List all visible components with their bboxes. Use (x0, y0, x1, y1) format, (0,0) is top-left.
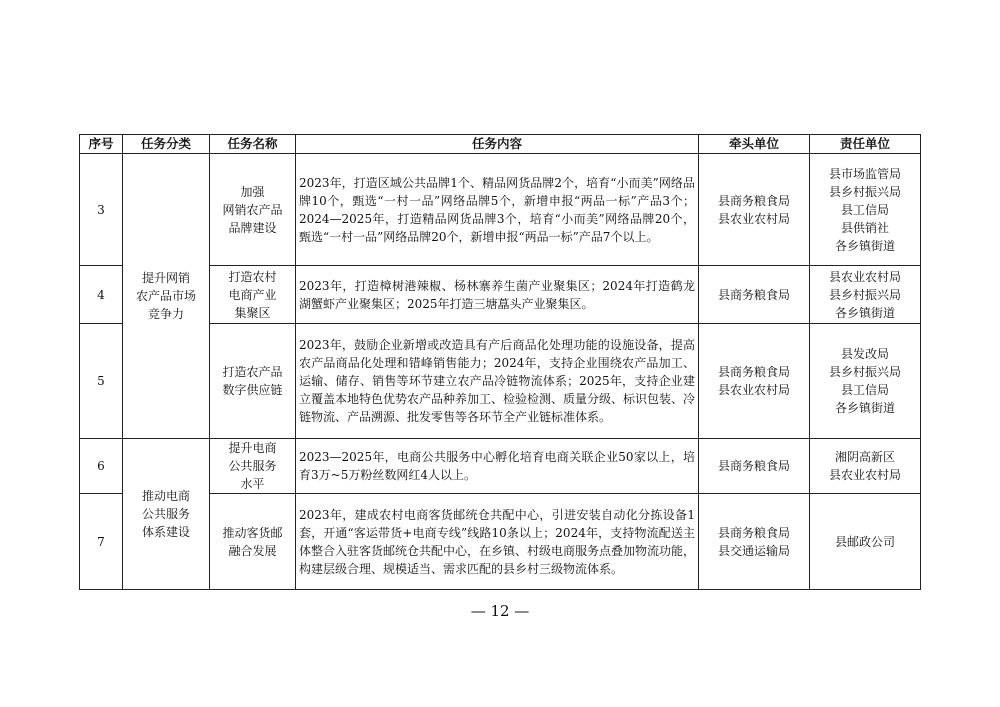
row-number: 5 (80, 324, 123, 439)
header-task-name: 任务名称 (210, 135, 296, 154)
task-content: 2023年，鼓励企业新增或改造具有产后商品化处理功能的设施设备，提高农产品商品化处理和错峰销售能力；2024年，支持企业围绕农产品加工、运输、储存、销售等环节建立农产品冷链物流体系；2025年，支持企业建立覆盖本地特色优势农产品种养加工、检验检测、质量分级、标识包装、冷链物流、产品溯源、批发零售等各环节全产业链标准体系。 (296, 324, 699, 439)
task-name: 加强 网销农产品 品牌建设 (210, 154, 296, 266)
task-content: 2023年，打造区域公共品牌1个、精品网货品牌2个，培育“小而美”网络品牌10个，甄选“一村一品”网络品牌5个，新增申报“两品一标”产品3个；2024—2025年，打造精品网货品牌3个，培育“小而美”网络品牌20个，甄选“一村一品”网络品牌20个，新增申报“两品一标”产品7个以上。 (296, 154, 699, 266)
lead-unit: 县商务粮食局 县交通运输局 (699, 494, 810, 590)
responsible-unit: 县农业农村局 县乡村振兴局 各乡镇街道 (810, 266, 921, 324)
header-lead-unit: 牵头单位 (699, 135, 810, 154)
task-name: 推动客货邮 融合发展 (210, 494, 296, 590)
task-content: 2023年，建成农村电商客货邮统仓共配中心，引进安装自动化分拣设备1套，开通“客运带货+电商专线”线路10条以上；2024年，支持物流配送主体整合入驻客货邮统仓共配中心，在乡镇、村级电商服务点叠加物流功能，构建层级合理、规模适当、需求匹配的县乡村三级物流体系。 (296, 494, 699, 590)
header-task-content: 任务内容 (296, 135, 699, 154)
category-cell: 推动电商 公共服务 体系建设 (123, 439, 210, 590)
task-content: 2023—2025年，电商公共服务中心孵化培育电商关联企业50家以上，培育3万~5万粉丝数网红4人以上。 (296, 439, 699, 494)
row-number: 4 (80, 266, 123, 324)
header-category: 任务分类 (123, 135, 210, 154)
lead-unit: 县商务粮食局 县农业农村局 (699, 324, 810, 439)
responsible-unit: 县市场监管局 县乡村振兴局 县工信局 县供销社 各乡镇街道 (810, 154, 921, 266)
table-row (80, 154, 921, 266)
task-content: 2023年，打造樟树港辣椒、杨林寨养生菌产业聚集区；2024年打造鹤龙湖蟹虾产业聚集区；2025年打造三塘藠头产业聚集区。 (296, 266, 699, 324)
table-row (80, 439, 921, 494)
task-name: 提升电商 公共服务 水平 (210, 439, 296, 494)
task-table (79, 134, 921, 590)
row-number: 6 (80, 439, 123, 494)
responsible-unit: 县邮政公司 (810, 494, 921, 590)
lead-unit: 县商务粮食局 县农业农村局 (699, 154, 810, 266)
header-row (80, 135, 921, 154)
task-name: 打造农村 电商产业 集聚区 (210, 266, 296, 324)
task-name: 打造农产品 数字供应链 (210, 324, 296, 439)
responsible-unit: 湘阴高新区 县农业农村局 (810, 439, 921, 494)
header-number: 序号 (80, 135, 123, 154)
page-number: — 12 — (470, 602, 530, 620)
responsible-unit: 县发改局 县乡村振兴局 县工信局 各乡镇街道 (810, 324, 921, 439)
lead-unit: 县商务粮食局 (699, 439, 810, 494)
category-cell: 提升网销 农产品市场 竞争力 (123, 154, 210, 439)
row-number: 7 (80, 494, 123, 590)
lead-unit: 县商务粮食局 (699, 266, 810, 324)
header-responsible-unit: 责任单位 (810, 135, 921, 154)
row-number: 3 (80, 154, 123, 266)
